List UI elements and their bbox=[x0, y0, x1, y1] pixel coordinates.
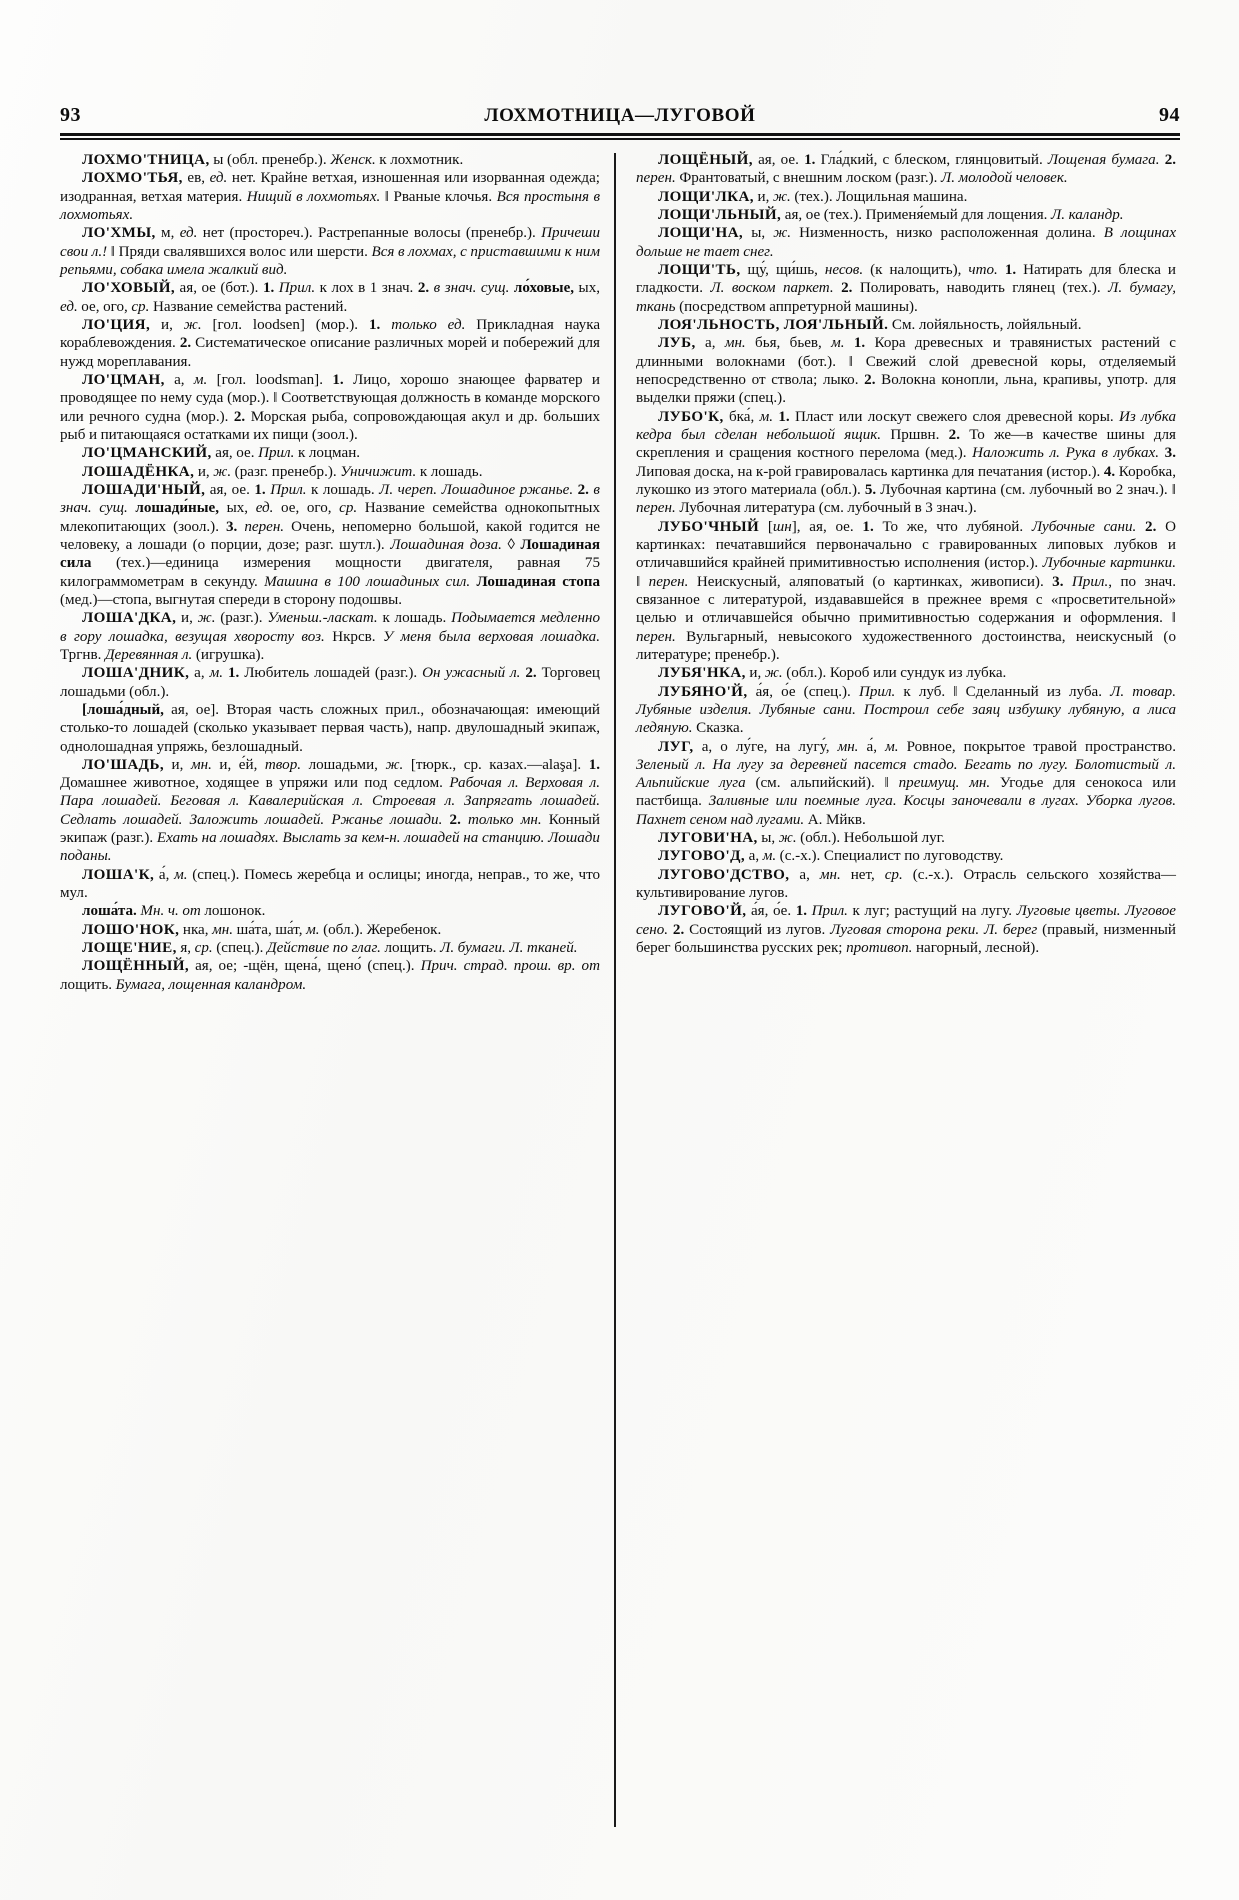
dictionary-entry bbox=[636, 829, 1176, 847]
entry-definition: и, ж. (тех.). Лощильная машина. bbox=[753, 188, 968, 205]
entry-headword: ЛОЩИ'ЛЬНЫЙ, bbox=[658, 206, 782, 223]
entry-headword: ЛОША'К, bbox=[82, 866, 155, 883]
dictionary-entry bbox=[60, 957, 600, 994]
entry-headword: ЛОЩЁНЫЙ, bbox=[658, 152, 753, 168]
entry-definition: а́, м. (спец.). Помесь жеребца и ослицы; иногда, неправ., то же, что мул. bbox=[60, 866, 601, 902]
entry-headword: ЛОША'ДНИК, bbox=[82, 665, 190, 682]
folio-right: 94 bbox=[1159, 104, 1180, 126]
dictionary-entry bbox=[60, 151, 600, 169]
entry-headword: ЛОШАДЁНКА, bbox=[82, 463, 195, 480]
entry-definition: ы (обл. пренебр.). Женск. к лохмотник. bbox=[209, 152, 464, 168]
entry-headword: ЛОХМО'ТНИЦА, bbox=[82, 152, 210, 168]
folio-left: 93 bbox=[60, 104, 81, 126]
entry-headword: ЛУБО'ЧНЫЙ bbox=[658, 518, 760, 535]
entry-definition: ы, ж. Низменность, низко расположенная долина. В лощинах дольше не тает снег. bbox=[636, 225, 1177, 260]
entry-headword: ЛУБО'К, bbox=[658, 408, 724, 425]
entry-headword: ЛУБЯНО'Й, bbox=[658, 683, 748, 700]
entry-definition: ая, ое; -щён, щена́, щено́ (спец.). Прич. страд. прош. вр. от лощить. Бумага, лощенная каландром. bbox=[60, 958, 600, 993]
entry-definition: ая, ое]. Вторая часть сложных прил., обозначающая: имеющий столько-то лошадей (сколько указывает первая часть), напр. двулошадный экипаж, однолошадная упряжь, безлошадный. bbox=[60, 701, 600, 755]
entry-definition: ая, ое (бот.). 1. Прил. к лох в 1 знач. 2. в знач. сущ. ло́ховые, ых, ед. ое, ого, ср. Название семейства растений. bbox=[60, 280, 601, 315]
entry-definition: нка, мн. ша́та, ша́т, м. (обл.). Жеребенок. bbox=[179, 921, 442, 938]
entry-headword: ЛОШО'НОК, bbox=[82, 921, 180, 938]
entry-headword: ЛУГОВО'Д, bbox=[658, 848, 746, 865]
dictionary-entry bbox=[636, 151, 1176, 188]
entry-definition: и, мн. и, е́й, твор. лошадьми, ж. [тюрк., ср. казах.—alaşa]. 1. Домашнее животное, ходящее в упряжи или под седлом. Рабочая л. Верховая л. Пара лошадей. Беговая л. Кавалерийская л. Строевая л. Запрягать лошадей. Седлать лошадей. Заложить лошадей. Ржанье лошади. 2. только мн. Конный экипаж (разг.). Ехать на лошадях. Выслать за кем-н. лошадей на станцию. Лошади поданы. bbox=[60, 756, 601, 865]
dictionary-entry bbox=[60, 939, 600, 957]
entry-definition: См. лойяльность, лойяльный. bbox=[888, 316, 1082, 333]
dictionary-entry bbox=[636, 316, 1176, 334]
entry-headword: ЛОЩИ'ЛКА, bbox=[658, 188, 754, 205]
entry-headword: ЛУГОВО'ДСТВО, bbox=[658, 866, 790, 883]
entry-definition: а, м. (с.-х.). Специалист по луговодству. bbox=[745, 848, 1004, 865]
entry-headword: ЛО'ЦМАНСКИЙ, bbox=[82, 445, 212, 462]
dictionary-entry bbox=[60, 902, 600, 920]
entry-definition: а, м. [гол. loodsman]. 1. Лицо, хорошо знающее фарватер и проводящее по нему суда (мор.). ‖ Соответствующая должность в команде морского или речного судна (мор.). 2. Морская рыба, сопровождающая акул и др. больших рыб и питающаяся остатками их пищи (зоол.). bbox=[60, 371, 600, 443]
dictionary-entry bbox=[636, 683, 1176, 738]
dictionary-entry bbox=[636, 261, 1176, 316]
entry-definition: и, ж. (разг. пренебр.). Уничижит. к лошадь. bbox=[194, 463, 483, 480]
dictionary-entry bbox=[636, 902, 1176, 957]
entry-definition: ая, ое. Прил. к лоцман. bbox=[211, 445, 361, 462]
entry-headword: ЛОШАДИ'НЫЙ, bbox=[82, 481, 206, 498]
dictionary-entry bbox=[60, 609, 600, 664]
entry-definition: и, ж. (обл.). Короб или сундук из лубка. bbox=[745, 665, 1007, 682]
entry-headword: лоша́та. bbox=[82, 903, 137, 920]
entry-definition: м, ед. нет (простореч.). Растрепанные волосы (пренебр.). Причеши свои л.! ‖ Пряди свалявшихся волос или шерсти. Вся в лохмах, с приставшими к ним репьями, собака имела жалкий вид. bbox=[60, 225, 600, 278]
dictionary-entry bbox=[60, 756, 600, 866]
entry-headword: ЛОЯ'ЛЬНОСТЬ, ЛОЯ'ЛЬНЫЙ. bbox=[658, 316, 889, 333]
entry-headword: ЛОША'ДКА, bbox=[82, 610, 177, 627]
entry-definition: а, о лу́ге, на лугу́, мн. а́, м. Ровное, покрытое травой пространство. Зеленый л. На лугу за деревней пасется стадо. Бегать по лугу. Болотистый л. Альпийские луга (см. альпийский). ‖ преимущ. мн. Угодье для сенокоса или пастбища. Заливные или поемные луга. Косцы заночевали в лугах. Уборка лугов. Пахнет сеном над лугами. А. Мйкв. bbox=[636, 738, 1176, 828]
page-sheet bbox=[60, 80, 1180, 1840]
entry-definition: ая, ое. 1. Гла́дкий, с блеском, глянцовитый. Лощеная бумага. 2. перен. Франтоватый, с внешним лоском (разг.). Л. молодой человек. bbox=[636, 152, 1177, 187]
dictionary-entry bbox=[60, 866, 600, 903]
entry-headword: ЛОЩЕ'НИЕ, bbox=[82, 940, 177, 957]
running-head bbox=[60, 80, 1180, 126]
entry-definition: а, мн. нет, ср. (с.-х.). Отрасль сельского хозяйства—культивирование лугов. bbox=[636, 866, 1176, 902]
dictionary-entry bbox=[636, 664, 1176, 682]
entry-definition: ы, ж. (обл.). Небольшой луг. bbox=[757, 830, 945, 847]
dictionary-entry bbox=[636, 738, 1176, 830]
dictionary-entry bbox=[60, 444, 600, 462]
entry-definition: а, м. 1. Любитель лошадей (разг.). Он ужасный л. 2. Торговец лошадьми (обл.). bbox=[60, 665, 600, 700]
entry-headword: ЛО'ХОВЫЙ, bbox=[82, 280, 176, 297]
entry-headword: ЛО'ЦМАН, bbox=[82, 371, 165, 388]
entry-definition: а, мн. бья, бьев, м. 1. Кора древесных и травянистых растений с длинными волокнами (бот.). ‖ Свежий слой древесной коры, отделяемый непосредственно от ствола; лыко. 2. Волокна конопли, льна, крапивы, употр. для выделки пряжи (спец.). bbox=[636, 335, 1177, 407]
dictionary-entry bbox=[60, 664, 600, 701]
entry-definition: бка́, м. 1. Пласт или лоскут свежего слоя древесной коры. Из лубка кедра был сделан небольшой ящик. Пршвн. 2. То же—в качестве шины для скрепления и сращения костного перелома (мед.). Наложить л. Рука в лубках. 3. Липовая доска, на к-рой гравировалась картинка для печатания (истор.). 4. Коробка, лукошко из этого материала (обл.). 5. Лубочная картина (см. лубочный во 2 знач.). ‖ перен. Лубочная литература (см. лубочный в 3 знач.). bbox=[636, 408, 1177, 517]
entry-headword: ЛУБ, bbox=[658, 335, 696, 352]
entry-definition: [шн], ая, ое. 1. То же, что лубяной. Лубочные сани. 2. О картинках: печатавшийся первоначально с гравированных липовых лубков и отличавшийся крайней примитивностью исполнения (истор.). Лубочные картинки. ‖ перен. Неискусный, аляповатый (о картинках, живописи). 3. Прил., по знач. связанное с литературой, издававшейся в прежнее время с «просветительной» целью и отличавшейся обычно примитивностью содержания и оформления. ‖ перен. Вульгарный, невысокого художественного достоинства, неискусный (о литературе; пренебр.). bbox=[636, 518, 1177, 663]
column-left bbox=[60, 151, 614, 1831]
column-right bbox=[616, 151, 1176, 1831]
dictionary-entry bbox=[636, 206, 1176, 224]
entry-definition: щу́, щи́шь, несов. (к налощить), что. 1. Натирать для блеска и гладкости. Л. воском паркет. 2. Полировать, наводить глянец (тех.). Л. бумагу, ткань (посредством аппретурной машины). bbox=[636, 261, 1177, 315]
entry-headword: ЛОЩЁННЫЙ, bbox=[82, 958, 190, 975]
entry-definition: и, ж. (разг.). Уменьш.-ласкат. к лошадь. Подымается медленно в гору лошадка, везущая хворосту воз. Нкрсв. У меня была верховая лошадка. Тргнв. Деревянная л. (игрушка). bbox=[60, 610, 600, 663]
entry-definition: а́я, о́е. 1. Прил. к луг; растущий на лугу. Луговые цветы. Луговое сено. 2. Состоящий из лугов. Луговая сторона реки. Л. берег (правый, низменный берег большинства русских рек; противоп. нагорный, лесной). bbox=[636, 903, 1176, 957]
entry-headword: ЛУГОВО'Й, bbox=[658, 903, 747, 920]
entry-definition: ев, ед. нет. Крайне ветхая, изношенная или изорванная одежда; изодранная, ветхая материя. Нищий в лохмотьях. ‖ Рваные клочья. Вся простыня в лохмотьях. bbox=[60, 170, 600, 223]
entry-definition: Мн. ч. от лошонок. bbox=[140, 903, 266, 920]
dictionary-entry bbox=[60, 371, 600, 444]
dictionary-entry bbox=[636, 847, 1176, 865]
entry-definition: я, ср. (спец.). Действие по глаг. лощить. Л. бумаги. Л. тканей. bbox=[176, 940, 578, 957]
dictionary-entry bbox=[60, 224, 600, 279]
entry-definition: ая, ое. 1. Прил. к лошадь. Л. череп. Лошадиное ржанье. 2. в знач. сущ. лошади́ные, ых, ед. ое, ого, ср. Название семейства однокопытных млекопитающих (зоол.). 3. перен. Очень, непомерно большой, какой годится не человеку, а лошади (о порции, дозе; разг. шутл.). Лошадиная доза. ◊ Лошадиная сила (тех.)—единица измерения мощности двигателя, равная 75 килограммометрам в секунду. Машина в 100 лошадиных сил. Лошадиная стопа (мед.)—стопа, выгнутая спереди в сторону подошвы. bbox=[60, 481, 600, 608]
dictionary-entry bbox=[636, 224, 1176, 261]
entry-headword: [лоша́дный, bbox=[82, 701, 164, 718]
dictionary-entry bbox=[60, 463, 600, 481]
running-head-title: ЛОХМОТНИЦА—ЛУГОВОЙ bbox=[484, 105, 756, 126]
dictionary-entry bbox=[60, 169, 600, 224]
entry-headword: ЛУБЯ'НКА, bbox=[658, 665, 746, 682]
entry-headword: ЛОЩИ'НА, bbox=[658, 225, 744, 242]
entry-headword: ЛО'ХМЫ, bbox=[82, 225, 156, 242]
entry-headword: ЛУГОВИ'НА, bbox=[658, 830, 758, 847]
header-rule bbox=[60, 133, 1180, 139]
dictionary-entry bbox=[60, 279, 600, 316]
entry-headword: ЛОЩИ'ТЬ, bbox=[658, 261, 741, 278]
entry-definition: ая, ое (тех.). Применя́емый для лощения. Л. каландр. bbox=[781, 206, 1124, 223]
dictionary-entry bbox=[636, 188, 1176, 206]
dictionary-entry bbox=[60, 701, 600, 756]
dictionary-entry bbox=[60, 921, 600, 939]
entry-definition: а́я, о́е (спец.). Прил. к луб. ‖ Сделанный из луба. Л. товар. Лубяные изделия. Лубяные сани. Построил себе заяц избушку лубяную, а лиса ледяную. Сказка. bbox=[636, 683, 1176, 737]
dictionary-entry bbox=[60, 481, 600, 609]
entry-headword: ЛО'ШАДЬ, bbox=[82, 756, 164, 773]
dictionary-entry bbox=[636, 866, 1176, 903]
entry-headword: ЛОХМО'ТЬЯ, bbox=[82, 170, 183, 187]
dictionary-entry bbox=[636, 334, 1176, 407]
entry-headword: ЛУГ, bbox=[658, 738, 694, 755]
entry-headword: ЛО'ЦИЯ, bbox=[82, 316, 151, 333]
dictionary-entry bbox=[636, 518, 1176, 665]
entry-definition: и, ж. [гол. loodsen] (мор.). 1. только ед. Прикладная наука кораблевождения. 2. Систематическое описание различных морей и побережий для нужд мореплавания. bbox=[60, 316, 601, 370]
column-container bbox=[60, 151, 1180, 1831]
dictionary-entry bbox=[636, 408, 1176, 518]
dictionary-entry bbox=[60, 316, 600, 371]
